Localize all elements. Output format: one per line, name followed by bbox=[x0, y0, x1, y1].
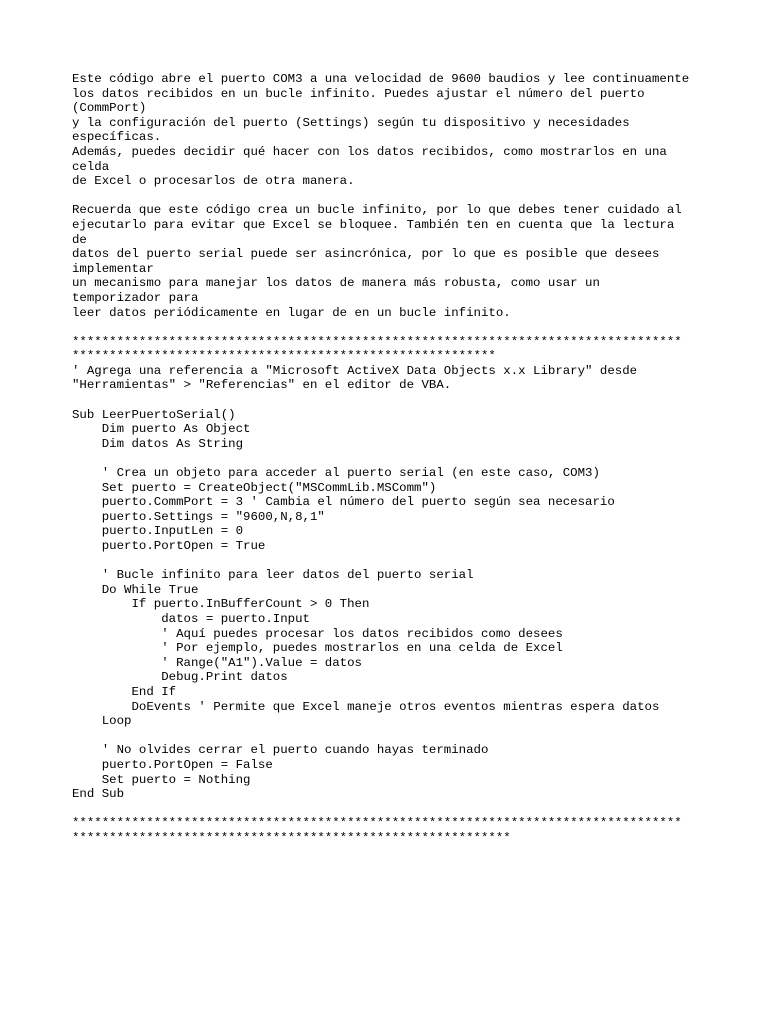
text-line: Recuerda que este código crea un bucle infinito, por lo que debes tener cuidado al bbox=[72, 203, 682, 218]
text-line: Set puerto = CreateObject("MSCommLib.MSComm") bbox=[72, 480, 437, 495]
blank-line bbox=[72, 802, 712, 817]
text-line: ' Range("A1").Value = datos bbox=[72, 655, 362, 670]
text-line: Dim puerto As Object bbox=[72, 422, 251, 437]
text-line: *********************************************************** bbox=[72, 830, 511, 845]
text-line: datos = puerto.Input bbox=[72, 611, 310, 626]
text-line: de Excel o procesarlos de otra manera. bbox=[72, 174, 355, 189]
text-line: y la configuración del puerto (Settings) según tu dispositivo y necesidades bbox=[72, 115, 630, 130]
text-line: Loop bbox=[72, 714, 132, 729]
text-line: ' Bucle infinito para leer datos del puerto serial bbox=[72, 568, 474, 583]
text-line: Dim datos As String bbox=[72, 436, 244, 451]
text-line: puerto.PortOpen = False bbox=[72, 757, 273, 772]
text-line: End If bbox=[72, 684, 177, 699]
text-line: End Sub bbox=[72, 787, 125, 802]
blank-line bbox=[72, 189, 712, 204]
text-line: Este código abre el puerto COM3 a una velocidad de 9600 baudios y lee continuamente bbox=[72, 72, 690, 86]
text-line: los datos recibidos en un bucle infinito. Puedes ajustar el número del puerto bbox=[72, 86, 645, 101]
document-page bbox=[72, 72, 712, 845]
text-line: ********************************************************************************** bbox=[72, 816, 682, 831]
text-line: un mecanismo para manejar los datos de manera más robusta, como usar un bbox=[72, 276, 600, 291]
text-line: implementar bbox=[72, 261, 154, 276]
blank-line bbox=[72, 393, 712, 408]
blank-line bbox=[72, 320, 712, 335]
blank-line bbox=[72, 729, 712, 744]
text-line: If puerto.InBufferCount > 0 Then bbox=[72, 597, 370, 612]
text-line: puerto.InputLen = 0 bbox=[72, 524, 244, 539]
text-line: Do While True bbox=[72, 582, 199, 597]
text-line: leer datos periódicamente en lugar de en un bucle infinito. bbox=[72, 305, 511, 320]
text-line: ' No olvides cerrar el puerto cuando hayas terminado bbox=[72, 743, 489, 758]
text-line: Sub LeerPuertoSerial() bbox=[72, 407, 236, 422]
blank-line bbox=[72, 451, 712, 466]
text-line: ' Por ejemplo, puedes mostrarlos en una celda de Excel bbox=[72, 641, 563, 656]
text-line: ' Aquí puedes procesar los datos recibidos como desees bbox=[72, 626, 563, 641]
text-line: puerto.Settings = "9600,N,8,1" bbox=[72, 509, 325, 524]
text-line: Además, puedes decidir qué hacer con los datos recibidos, como mostrarlos en una bbox=[72, 144, 667, 159]
text-line: ********************************************************************************** bbox=[72, 334, 682, 349]
text-line: ********************************************************* bbox=[72, 349, 496, 364]
text-line: ' Agrega una referencia a "Microsoft ActiveX Data Objects x.x Library" desde bbox=[72, 363, 638, 378]
text-line: puerto.CommPort = 3 ' Cambia el número del puerto según sea necesario bbox=[72, 495, 615, 510]
text-line: ' Crea un objeto para acceder al puerto serial (en este caso, COM3) bbox=[72, 466, 600, 481]
text-line: temporizador para bbox=[72, 290, 199, 305]
text-line: Set puerto = Nothing bbox=[72, 772, 251, 787]
text-line: Debug.Print datos bbox=[72, 670, 288, 685]
text-line: específicas. bbox=[72, 130, 162, 145]
text-line: DoEvents ' Permite que Excel maneje otros eventos mientras espera datos bbox=[72, 699, 660, 714]
text-line: ejecutarlo para evitar que Excel se bloquee. También ten en cuenta que la lectura bbox=[72, 217, 675, 232]
text-line: celda bbox=[72, 159, 110, 174]
text-line: de bbox=[72, 232, 87, 247]
blank-line bbox=[72, 554, 712, 569]
text-line: "Herramientas" > "Referencias" en el editor de VBA. bbox=[72, 378, 452, 393]
text-line: datos del puerto serial puede ser asincrónica, por lo que es posible que desees bbox=[72, 247, 660, 262]
text-line: (CommPort) bbox=[72, 101, 147, 116]
text-line: puerto.PortOpen = True bbox=[72, 539, 266, 553]
